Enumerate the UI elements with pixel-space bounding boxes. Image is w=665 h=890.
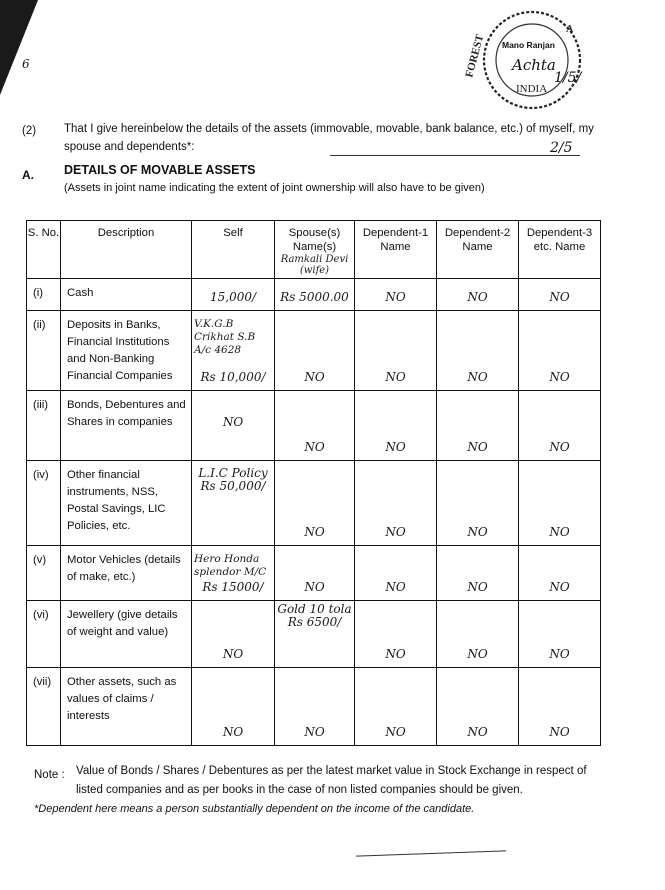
cell-self <box>192 391 275 461</box>
paragraph-number: (2) <box>22 125 37 137</box>
cell-dependent-1: NO <box>355 311 437 391</box>
spouse-name-handwritten: Ramkali Devi (wife) <box>280 254 349 276</box>
cell-self <box>192 311 275 391</box>
cell-dependent-1: NO <box>355 279 437 311</box>
section-note: (Assets in joint name indicating the extent of joint ownership will also have to be given) <box>64 182 485 194</box>
scan-corner-shadow <box>0 0 38 95</box>
cell-self-value: Rs 10,000/ <box>200 370 266 384</box>
cell-spouse: NO <box>275 391 355 461</box>
cell-dependent-3: NO <box>519 668 601 746</box>
col-header-description: Description <box>61 221 192 279</box>
table-row <box>27 311 601 391</box>
table-row <box>27 546 601 601</box>
cell-spouse: NO <box>275 461 355 546</box>
cell-self: NO <box>192 668 275 746</box>
cell-dependent-2: NO <box>437 546 519 601</box>
cell-dependent-1: NO <box>355 391 437 461</box>
handwritten-underline <box>330 155 580 156</box>
row-description: Motor Vehicles (details of make, etc.) <box>61 546 192 601</box>
cell-dependent-2: NO <box>437 279 519 311</box>
row-description: Other assets, such as values of claims / interests <box>61 668 192 746</box>
row-sno: (vii) <box>27 668 61 746</box>
seal-date: 1/5/ <box>554 70 582 86</box>
col-header-spouse-label: Spouse(s) Name(s) <box>288 227 341 253</box>
note-label: Note : <box>34 769 65 781</box>
cell-dependent-1: NO <box>355 668 437 746</box>
row-description: Other financial instruments, NSS, Postal Savings, LIC Policies, etc. <box>61 461 192 546</box>
cell-self <box>192 546 275 601</box>
seal-text-right: A <box>566 24 574 35</box>
cell-self <box>192 461 275 546</box>
cell-dependent-2: NO <box>437 601 519 668</box>
cell-dependent-1: NO <box>355 546 437 601</box>
cell-spouse: NO <box>275 668 355 746</box>
col-header-sno: S. No. <box>27 221 61 279</box>
cell-self-note: V.K.G.B Crikhat S.B A/c 4628 <box>194 318 256 356</box>
table-row <box>27 668 601 746</box>
row-sno: (iv) <box>27 461 61 546</box>
official-seal-stamp <box>462 8 594 120</box>
cell-dependent-2: NO <box>437 461 519 546</box>
section-letter: A. <box>22 168 34 182</box>
cell-spouse-value: Rs 5000.00 <box>280 290 349 304</box>
cell-self <box>192 279 275 311</box>
handwritten-page-fraction: 2/5 <box>550 140 573 156</box>
table-row <box>27 601 601 668</box>
handwritten-bottom-stroke <box>356 850 506 856</box>
col-header-dependent-2: Dependent-2 Name <box>437 221 519 279</box>
cell-spouse-note: Gold 10 tola Rs 6500/ <box>277 602 352 629</box>
cell-dependent-2: NO <box>437 668 519 746</box>
cell-dependent-3: NO <box>519 311 601 391</box>
row-description: Jewellery (give details of weight and value) <box>61 601 192 668</box>
row-description: Deposits in Banks, Financial Institutions and Non-Banking Financial Companies <box>61 311 192 391</box>
footnote-dependent: *Dependent here means a person substantially dependent on the income of the candidate. <box>34 803 475 815</box>
cell-self: NO <box>192 601 275 668</box>
cell-self-note: NO <box>222 415 244 429</box>
seal-country: INDIA <box>516 83 548 95</box>
cell-self-note: Hero Honda splendor M/C <box>194 553 267 578</box>
cell-spouse <box>275 601 355 668</box>
cell-spouse <box>275 279 355 311</box>
cell-dependent-3: NO <box>519 461 601 546</box>
cell-spouse: NO <box>275 311 355 391</box>
seal-overlay: Mano Ranjan <box>502 40 555 50</box>
section-title: DETAILS OF MOVABLE ASSETS <box>64 163 256 177</box>
row-sno: (iii) <box>27 391 61 461</box>
cell-dependent-3: NO <box>519 279 601 311</box>
cell-dependent-3: NO <box>519 546 601 601</box>
row-description: Bonds, Debentures and Shares in companies <box>61 391 192 461</box>
cell-self-value: 15,000/ <box>209 290 257 304</box>
col-header-self: Self <box>192 221 275 279</box>
cell-dependent-2: NO <box>437 311 519 391</box>
row-sno: (v) <box>27 546 61 601</box>
table-row <box>27 279 601 311</box>
col-header-dependent-1: Dependent-1 Name <box>355 221 437 279</box>
seal-signature: Achta <box>512 56 556 74</box>
seal-text: FOREST <box>463 33 487 79</box>
row-sno: (ii) <box>27 311 61 391</box>
page-mark: 6 <box>22 57 30 71</box>
col-header-spouse <box>275 221 355 279</box>
table-header-row <box>27 221 601 279</box>
note-text: Value of Bonds / Shares / Debentures as per the latest market value in Stock Exchange in respect of listed companies and as per books in the case of non listed companies should be given. <box>76 765 587 796</box>
row-sno: (vi) <box>27 601 61 668</box>
table-row <box>27 461 601 546</box>
cell-dependent-3: NO <box>519 391 601 461</box>
cell-self-note: L.I.C Policy Rs 50,000/ <box>198 466 268 493</box>
cell-dependent-2: NO <box>437 391 519 461</box>
cell-self-value: Rs 15000/ <box>202 580 264 594</box>
row-description: Cash <box>61 279 192 311</box>
cell-dependent-1: NO <box>355 601 437 668</box>
paragraph-text: That I give hereinbelow the details of the assets (immovable, movable, bank balance, etc.) of myself, my spouse and dependents*: <box>64 123 594 153</box>
row-sno: (i) <box>27 279 61 311</box>
cell-spouse: NO <box>275 546 355 601</box>
cell-dependent-1: NO <box>355 461 437 546</box>
col-header-dependent-3: Dependent-3 etc. Name <box>519 221 601 279</box>
movable-assets-table <box>26 220 601 746</box>
table-row <box>27 391 601 461</box>
cell-dependent-3: NO <box>519 601 601 668</box>
